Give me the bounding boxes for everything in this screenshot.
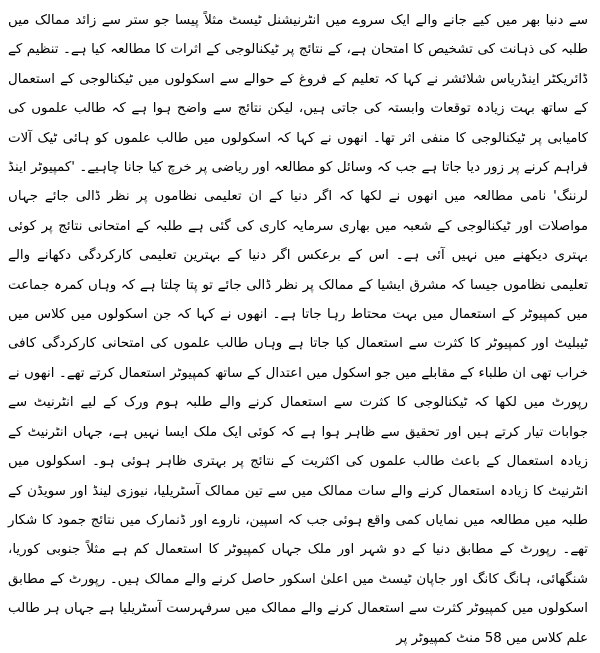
article-paragraph: سے دنیا بھر میں کیے جانے والے ایک سروے میں انٹرنیشنل ٹیسٹ مثلاً پیسا جو ستر سے زائد ممالک میں طلبہ کی ذہانت کی تشخیص کا امتحان ہے، کے نتائج پر ٹیکنالوجی کے اثرات کا مطالعہ کیا ہے۔ تنظیم کے ڈائریکٹر اینڈریاس شلائشر نے کہا کہ تعلیم کے فروغ کے حوالے سے اسکولوں میں ٹیکنالوجی کے استعمال کے ساتھ بہت زیادہ توقعات وابستہ کی جاتی ہیں، لیکن نتائج سے واضح ہوا ہے کہ طالب علموں کی کامیابی پر ٹیکنالوجی کا منفی اثر تھا۔ انھوں نے کہا کہ اسکولوں میں طالب علموں کو ہائی ٹیک آلات فراہم کرنے پر زور دیا جاتا ہے جب کہ وسائل کو مطالعہ اور ریاضی پر خرچ کیا جانا چاہیے۔ 'کمپیوٹر اینڈ لرننگ' نامی مطالعہ میں انھوں نے لکھا کہ اگر دنیا کے ان تعلیمی نظاموں پر نظر ڈالی جائے جہاں مواصلات اور ٹیکنالوجی کے شعبہ میں بھاری سرمایہ کاری کی گئی ہے طلبہ کے امتحانی نتائج پر کوئی بہتری دیکھنے میں نہیں آئی ہے۔ اس کے برعکس اگر دنیا کے بہترین تعلیمی کارکردگی دکھانے والے تعلیمی نظاموں جیسا کہ مشرق ایشیا کے ممالک پر نظر ڈالی جائے تو پتا چلتا ہے کہ وہاں کمرہ جماعت میں کمپیوٹر کے استعمال میں بہت محتاط رہا جاتا ہے۔ انھوں نے کہا کہ جن اسکولوں میں کلاس میں ٹیبلیٹ اور کمپیوٹر کا کثرت سے استعمال کیا جاتا ہے وہاں طالب علموں کی امتحانی کارکردگی کافی خراب تھی ان طلباء کے مقابلے میں جو اسکول میں اعتدال کے ساتھ کمپیوٹر استعمال کرتے تھے۔ انھوں نے رپورٹ میں لکھا کہ ٹیکنالوجی کا کثرت سے استعمال کرنے والے طلبہ ہوم ورک کے لیے انٹرنیٹ سے جوابات تیار کرتے ہیں اور تحقیق سے ظاہر ہوا ہے کہ کوئی ایک ملک ایسا نہیں ہے، جہاں انٹرنیٹ کے زیادہ استعمال کے باعث طالب علموں کی اکثریت کے نتائج پر بہتری ظاہر ہوئی ہو۔ اسکولوں میں انٹرنیٹ کا زیادہ استعمال کرنے والے سات ممالک میں سے تین ممالک آسٹریلیا، نیوزی لینڈ اور سویڈن کے طلبہ میں مطالعہ میں نمایاں کمی واقع ہوئی جب کہ اسپین، ناروے اور ڈنمارک میں نتائج جمود کا شکار تھے۔ رپورٹ کے مطابق دنیا کے دو شہر اور ملک جہاں کمپیوٹر کا استعمال کم ہے مثلاً جنوبی کوریا، شنگھائی، ہانگ کانگ اور جاپان ٹیسٹ میں اعلیٰ اسکور حاصل کرنے والے ممالک ہیں۔ رپورٹ کے مطابق اسکولوں میں کمپیوٹر کثرت سے استعمال کرنے والے ممالک میں سرفہرست آسٹریلیا ہے جہاں ہر طالب علم کلاس میں 58 منٹ کمپیوٹر پر [8,13,588,646]
